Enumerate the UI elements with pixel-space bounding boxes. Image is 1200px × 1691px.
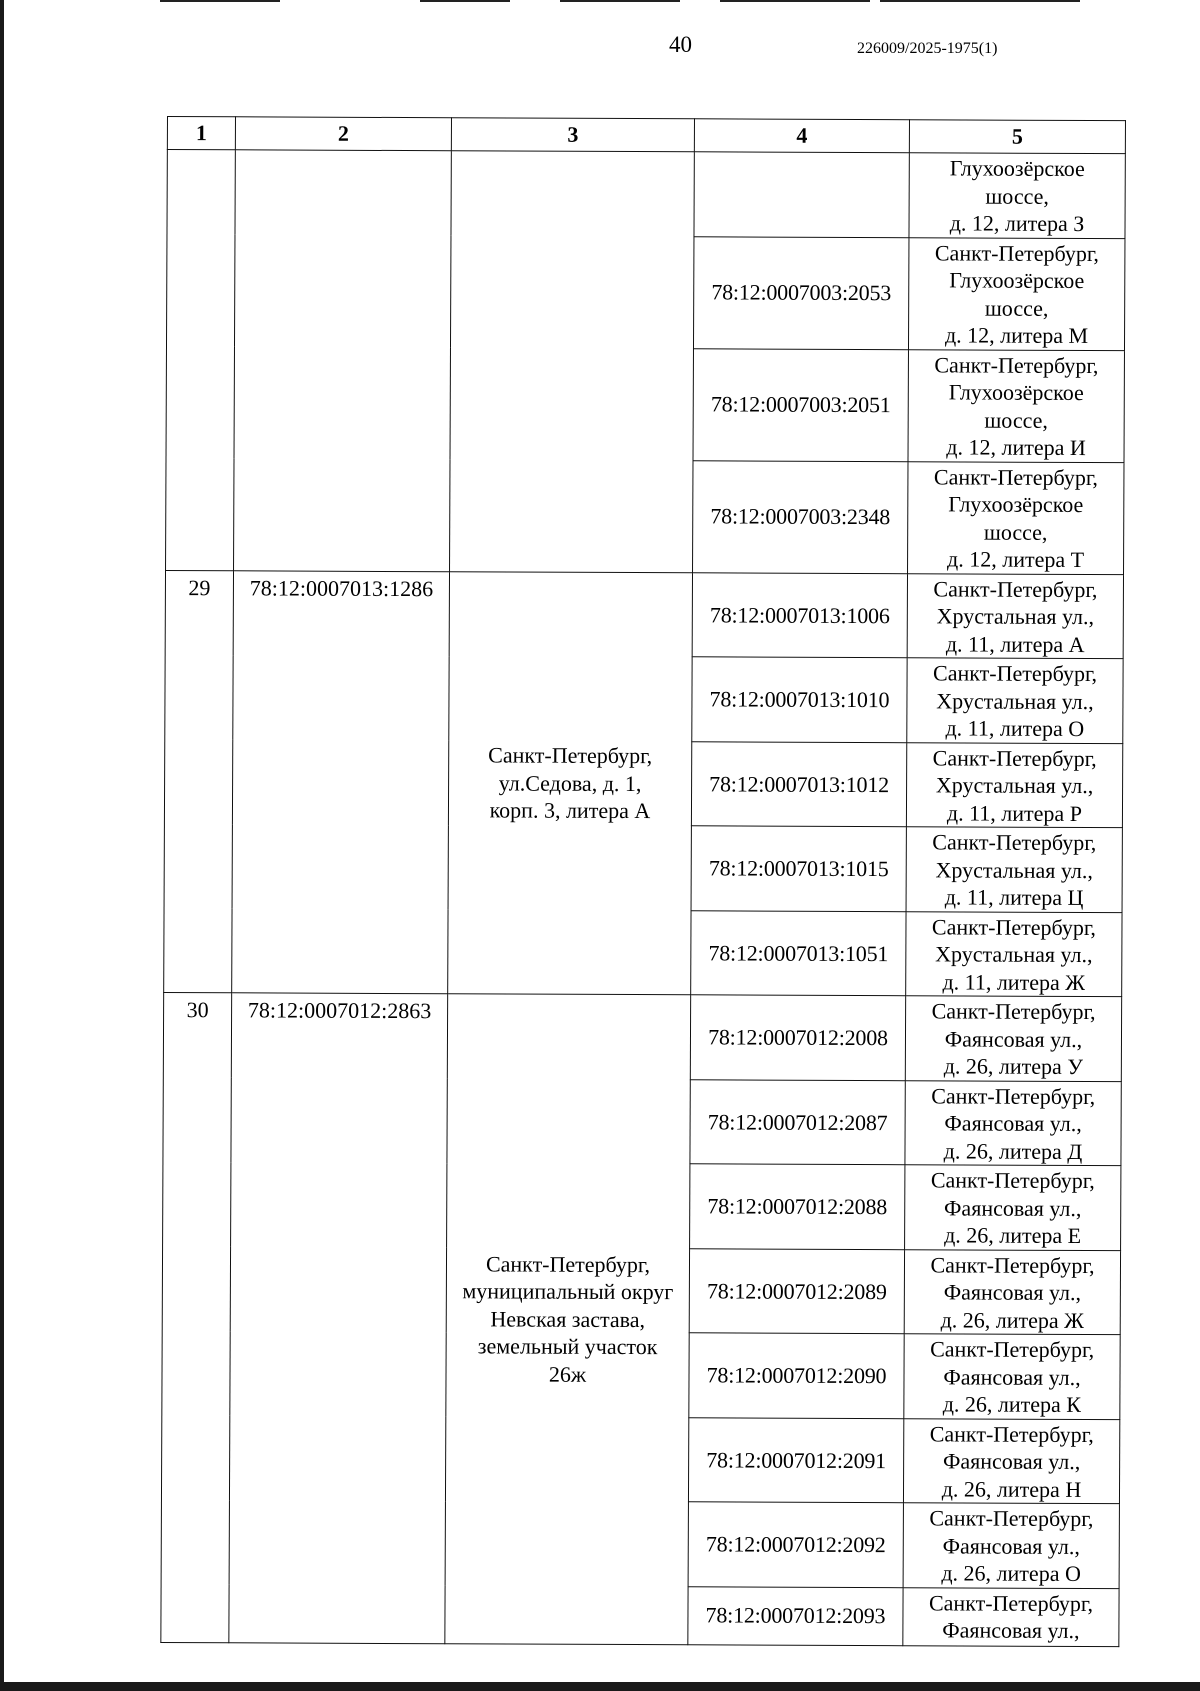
cadastral-number: 78:12:0007013:1010: [709, 686, 890, 713]
location-line: 26ж: [548, 1361, 587, 1387]
parcel-cell-empty: [234, 150, 452, 571]
cadastral-number: 78:12:0007012:2087: [707, 1108, 888, 1135]
building-address-cell: [903, 1503, 1119, 1588]
cadastral-number-cell: [691, 741, 906, 826]
address-line: Хрустальная ул.,: [936, 603, 1095, 630]
address-line: Фаянсовая ул.,: [942, 1617, 1080, 1643]
building-address-cell: [906, 742, 1122, 827]
cadastral-number: 78:12:0007012:2088: [707, 1193, 888, 1220]
building-address-cell: [906, 911, 1122, 996]
address-line: д. 12, литера Т: [947, 546, 1085, 573]
cadastral-number-cell: [688, 1586, 903, 1645]
cadastral-number-cell: [694, 152, 909, 237]
cadastral-number: 78:12:0007013:1051: [708, 939, 889, 966]
address-line: д. 26, литера Е: [944, 1222, 1082, 1248]
address-line: шоссе,: [984, 295, 1049, 321]
address-line: д. 26, литера К: [942, 1391, 1082, 1418]
address-line: Санкт-Петербург,: [929, 1420, 1094, 1447]
address-line: д. 26, литера Н: [941, 1475, 1082, 1502]
address-line: д. 26, литера Д: [943, 1137, 1083, 1164]
parcel-number-cell: [229, 993, 448, 1643]
address-line: шоссе,: [983, 519, 1048, 545]
cadastral-number: 78:12:0007003:2348: [710, 503, 891, 530]
cadastral-number: 78:12:0007012:2091: [706, 1446, 887, 1473]
address-line: шоссе,: [984, 407, 1049, 433]
cadastral-number-cell: [692, 572, 907, 657]
column-header-5: 5: [909, 120, 1125, 154]
building-address-cell: [907, 658, 1123, 743]
address-line: Хрустальная ул.,: [936, 687, 1094, 714]
address-line: Хрустальная ул.,: [935, 856, 1093, 883]
building-address-cell: [903, 1418, 1119, 1503]
cadastral-number-cell: [689, 1333, 904, 1418]
table-row: [163, 992, 1121, 1081]
cadastral-number: 78:12:0007013:1006: [709, 601, 890, 628]
cadastral-number-cell: [693, 236, 908, 349]
table-row: [165, 570, 1123, 659]
address-line: Санкт-Петербург,: [928, 1589, 1094, 1616]
location-cell: [448, 571, 693, 995]
location-cell: [445, 994, 691, 1645]
address-line: Глухоозёрское: [948, 491, 1084, 518]
building-address-cell: [905, 1165, 1121, 1250]
cadastral-number-cell: [690, 1164, 905, 1249]
cadastral-number-cell: [688, 1417, 903, 1502]
address-line: Санкт-Петербург,: [931, 913, 1097, 940]
address-line: Фаянсовая ул.,: [942, 1532, 1080, 1559]
cadastral-number: 78:12:0007013:1012: [709, 770, 890, 797]
column-header-1: 1: [167, 117, 235, 150]
cadastral-number-cell: [693, 460, 908, 573]
cadastral-number: 78:12:0007012:2089: [706, 1277, 887, 1304]
location-line: земельный участок: [477, 1333, 658, 1360]
building-address-cell: [906, 827, 1122, 912]
address-line: Фаянсовая ул.,: [942, 1448, 1081, 1474]
document-reference: 226009/2025-1975(1): [857, 40, 998, 57]
location-cell-empty: [450, 151, 695, 573]
cadastral-number: 78:12:0007013:1015: [708, 855, 889, 882]
cadastral-number-cell: [690, 995, 905, 1080]
address-line: Фаянсовая ул.,: [943, 1279, 1082, 1305]
address-line: Санкт-Петербург,: [931, 1082, 1096, 1109]
building-address-cell: [904, 1334, 1120, 1419]
address-line: Фаянсовая ул.,: [944, 1025, 1083, 1052]
address-line: Хрустальная ул.,: [935, 772, 1094, 799]
address-line: д. 11, литера Ц: [944, 884, 1084, 911]
address-line: Фаянсовая ул.,: [943, 1363, 1081, 1390]
address-line: Хрустальная ул.,: [935, 941, 1093, 968]
address-line: Санкт-Петербург,: [930, 1251, 1095, 1278]
address-line: Санкт-Петербург,: [934, 351, 1099, 378]
column-header-2: 2: [235, 117, 451, 151]
address-line: Санкт-Петербург,: [934, 239, 1099, 266]
address-line: Фаянсовая ул.,: [944, 1194, 1082, 1221]
building-address-cell: [904, 1249, 1120, 1334]
building-address-cell: [907, 573, 1123, 658]
cadastral-number: 78:12:0007003:2051: [710, 391, 891, 418]
cadastral-number-cell: [689, 1248, 904, 1333]
address-line: д. 12, литера З: [949, 210, 1085, 237]
address-line: д. 12, литера М: [944, 322, 1089, 349]
address-line: Санкт-Петербург,: [931, 998, 1096, 1025]
address-line: Санкт-Петербург,: [930, 1336, 1095, 1363]
address-line: д. 11, литера Ж: [942, 968, 1086, 995]
address-line: Санкт-Петербург,: [929, 1505, 1094, 1532]
building-address-cell: [909, 153, 1125, 238]
cadastral-number: 78:12:0007012:2090: [706, 1362, 887, 1389]
cadastral-number-cell: [692, 657, 907, 742]
building-address-cell: [908, 349, 1124, 462]
cadastral-number-cell: [690, 1079, 905, 1164]
table-container: [160, 116, 1125, 1647]
scan-left-border: [0, 0, 4, 1691]
building-address-cell: [903, 1587, 1119, 1646]
cadastral-number: 78:12:0007012:2008: [708, 1024, 888, 1051]
location-line: Невская застава,: [490, 1305, 646, 1332]
building-address-cell: [905, 996, 1121, 1081]
address-line: Санкт-Петербург,: [933, 463, 1098, 490]
address-line: д. 26, литера О: [941, 1560, 1081, 1587]
address-line: д. 12, литера И: [946, 434, 1086, 461]
row-number: 30: [186, 997, 209, 1023]
column-header-3: 3: [451, 118, 694, 152]
row-number-cell: [164, 570, 234, 993]
address-line: Санкт-Петербург,: [930, 1167, 1095, 1194]
scan-top-marks: [0, 0, 1200, 3]
address-line: Санкт-Петербург,: [932, 829, 1097, 856]
table-body: [161, 150, 1126, 1647]
address-line: д. 11, литера А: [945, 630, 1085, 657]
address-line: д. 26, литера Ж: [940, 1306, 1084, 1333]
row-number: 29: [188, 574, 211, 600]
address-line: д. 11, литера Р: [946, 799, 1083, 826]
cadastral-number-cell: [688, 1502, 903, 1587]
building-address-cell: [908, 237, 1124, 350]
parcel-cadastral-number: 78:12:0007012:2863: [247, 997, 432, 1024]
cadastral-number: 78:12:0007012:2093: [705, 1602, 886, 1629]
cadastral-number-cell: [691, 826, 906, 911]
location-line: ул.Седова, д. 1,: [498, 769, 642, 796]
building-address-cell: [905, 1080, 1121, 1165]
address-line: Фаянсовая ул.,: [944, 1110, 1082, 1137]
address-line: Санкт-Петербург,: [933, 575, 1098, 602]
parcel-cadastral-number: 78:12:0007013:1286: [249, 574, 434, 601]
address-line: Глухоозёрское: [949, 267, 1085, 294]
address-line: Глухоозёрское: [949, 155, 1085, 182]
address-line: шоссе,: [985, 183, 1049, 209]
cadastral-table: [160, 116, 1126, 1647]
number-cell-empty: [166, 150, 236, 571]
cadastral-number: 78:12:0007012:2092: [705, 1531, 886, 1558]
cadastral-number: 78:12:0007003:2053: [711, 279, 892, 306]
cadastral-number-cell: [691, 910, 906, 995]
address-line: Санкт-Петербург,: [932, 744, 1097, 771]
scan-bottom-border: [0, 1682, 1200, 1691]
row-number-cell: [161, 992, 232, 1642]
location-line: корп. 3, литера А: [489, 797, 651, 824]
location-line: Санкт-Петербург,: [488, 742, 653, 769]
address-line: д. 26, литера У: [943, 1053, 1083, 1080]
parcel-number-cell: [232, 570, 450, 993]
column-header-4: 4: [694, 119, 909, 153]
page-number: 40: [669, 32, 692, 57]
location-line: муниципальный округ: [462, 1278, 674, 1305]
address-line: Санкт-Петербург,: [933, 660, 1098, 687]
cadastral-number-cell: [693, 348, 908, 461]
table-header-row: [167, 117, 1125, 154]
building-address-cell: [908, 461, 1124, 574]
address-line: Глухоозёрское: [948, 379, 1084, 406]
table-row: [167, 150, 1125, 239]
location-line: Санкт-Петербург,: [485, 1250, 651, 1277]
address-line: д. 11, литера О: [945, 715, 1085, 742]
